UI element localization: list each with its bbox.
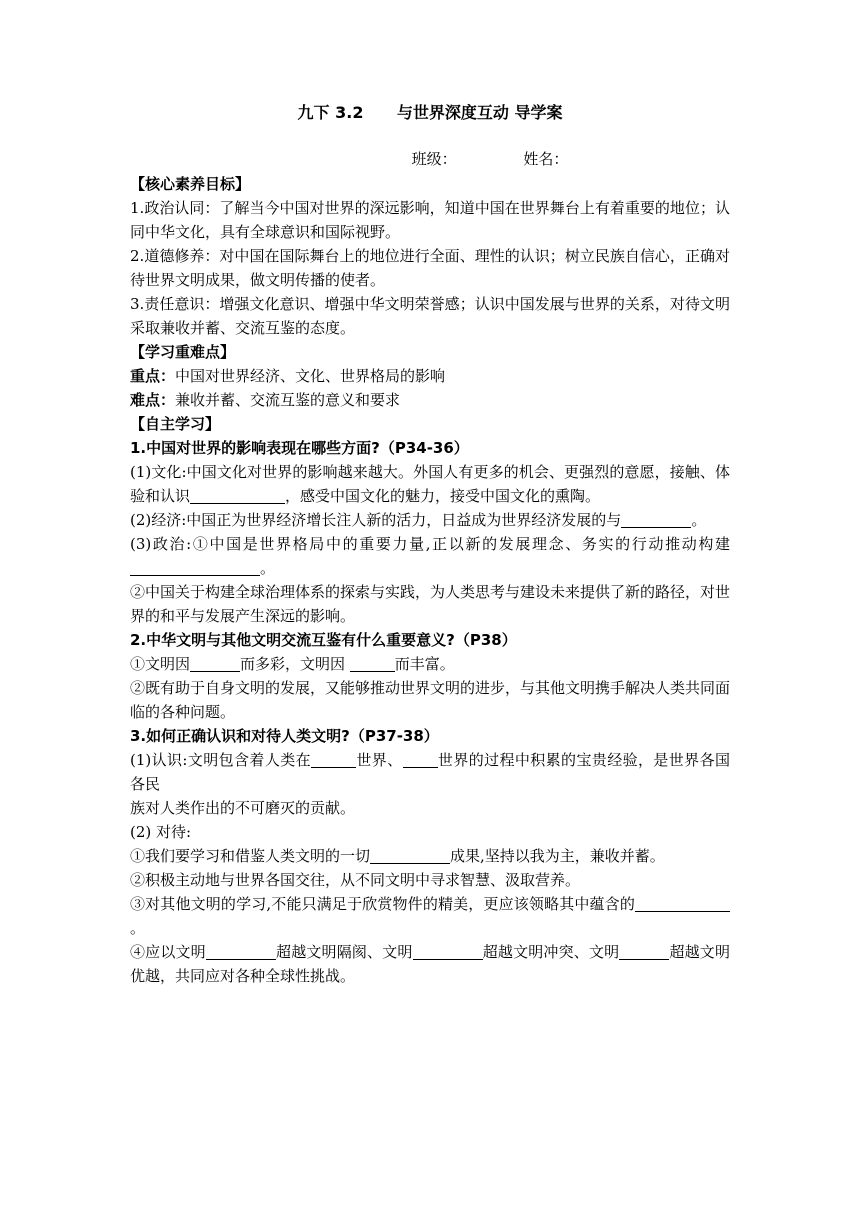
goal-item-1: 1.政治认同：了解当今中国对世界的深远影响，知道中国在世界舞台上有着重要的地位；认同中华文化，具有全球意识和国际视野。 bbox=[130, 199, 730, 241]
fill-blank[interactable] bbox=[370, 847, 450, 864]
difficult-point-label: 难点： bbox=[130, 391, 176, 409]
goal-item-2: 2.道德修养：对中国在国际舞台上的地位进行全面、理性的认识；树立民族自信心，正确对待世界文明成果，做文明传播的使者。 bbox=[130, 247, 730, 289]
q2-a1-text-a: ①文明因 bbox=[130, 655, 191, 673]
document-title: 九下 3.2 与世界深度互动 导学案 bbox=[297, 103, 563, 122]
question-2-title: 2.中华文明与其他文明交流互鉴有什么重要意义?（P38） bbox=[130, 631, 517, 649]
difficult-point-line bbox=[130, 388, 730, 412]
q3-know-text-b: 世界、 bbox=[355, 751, 403, 769]
question-3-title: 3.如何正确认识和对待人类文明?（P37-38） bbox=[130, 727, 439, 745]
q3-treat-label: (2) 对待: bbox=[130, 823, 192, 841]
q3-t4-text-c: 超越文明冲突、文明 bbox=[482, 943, 620, 961]
q3-know-text-c: 世界的过程中积累的宝贵经验，是世界各国各民 bbox=[130, 751, 730, 793]
q1-culture-text-b: ，感受中国文化的魅力，接受中国文化的熏陶。 bbox=[285, 487, 601, 505]
q1-economy-text-b: 。 bbox=[691, 511, 707, 529]
fill-blank[interactable] bbox=[311, 751, 356, 768]
q1-culture-text-a: (1)文化:中国文化对世界的影响越来越大。外国人有更多的机会、更强烈的意愿，接触、体验和认识 bbox=[130, 463, 730, 505]
fill-blank[interactable] bbox=[130, 559, 260, 576]
fill-blank[interactable] bbox=[206, 943, 276, 960]
q3-t1-text-b: 成果,坚持以我为主，兼收并蓄。 bbox=[450, 847, 665, 865]
goal-item-3: 3.责任意识：增强文化意识、增强中华文明荣誉感；认识中国发展与世界的关系，对待文明采取兼收并蓄、交流互鉴的态度。 bbox=[130, 295, 730, 337]
goals-heading: 【核心素养目标】 bbox=[130, 175, 251, 193]
q3-treat-1 bbox=[130, 844, 730, 868]
fill-blank[interactable] bbox=[350, 655, 395, 672]
self-study-heading: 【自主学习】 bbox=[130, 415, 221, 433]
q3-t4-text-b: 超越文明隔阂、文明 bbox=[275, 943, 413, 961]
q3-t4-text-d: 超越文明优越，共同应对各种全球性挑战。 bbox=[130, 943, 730, 985]
q2-answer-2: ②既有助于自身文明的发展，又能够推动世界文明的进步，与其他文明携手解决人类共同面临的各种问题。 bbox=[130, 679, 731, 721]
q2-a1-text-b: 而多彩，文明因 bbox=[240, 655, 350, 673]
q1-politics-2: ②中国关于构建全球治理体系的探索与实践，为人类思考与建设未来提供了新的路径，对世界的和平与发展产生深远的影响。 bbox=[130, 583, 731, 625]
q3-know-text-a: (1)认识:文明包含着人类在 bbox=[130, 751, 311, 769]
document-page bbox=[130, 100, 730, 988]
fill-blank[interactable] bbox=[190, 655, 240, 672]
fill-blank[interactable] bbox=[403, 751, 438, 768]
q1-politics-text-b: 。 bbox=[260, 559, 276, 577]
q3-t3-text-a: ③对其他文明的学习,不能只满足于欣赏物件的精美，更应该领略其中蕴含的 bbox=[130, 895, 635, 913]
difficult-point-text: 兼收并蓄、交流互鉴的意义和要求 bbox=[175, 391, 401, 409]
q3-know-cont: 族对人类作出的不可磨灭的贡献。 bbox=[130, 799, 356, 817]
fill-blank[interactable] bbox=[413, 943, 483, 960]
key-points-heading: 【学习重难点】 bbox=[130, 343, 236, 361]
key-point-label: 重点： bbox=[130, 367, 176, 385]
key-point-line bbox=[130, 364, 730, 388]
q3-t1-text-a: ①我们要学习和借鉴人类文明的一切 bbox=[130, 847, 371, 865]
q3-t3-text-b: 。 bbox=[130, 919, 146, 937]
question-1-title: 1.中国对世界的影响表现在哪些方面?（P34-36） bbox=[130, 439, 469, 457]
fill-blank[interactable] bbox=[621, 511, 691, 528]
key-point-text: 中国对世界经济、文化、世界格局的影响 bbox=[175, 367, 446, 385]
q1-politics bbox=[130, 532, 730, 580]
q1-economy bbox=[130, 508, 730, 532]
fill-blank[interactable] bbox=[635, 895, 730, 912]
q3-treat-4 bbox=[130, 940, 730, 988]
q2-a1-text-c: 而丰富。 bbox=[394, 655, 455, 673]
fill-blank[interactable] bbox=[619, 943, 669, 960]
q1-politics-text-a: (3)政治:①中国是世界格局中的重要力量,正以新的发展理念、务实的行动推动构建 bbox=[130, 535, 730, 553]
q3-t4-text-a: ④应以文明 bbox=[130, 943, 206, 961]
fill-blank[interactable] bbox=[190, 487, 285, 504]
q1-economy-text-a: (2)经济:中国正为世界经济增长注人新的活力，日益成为世界经济发展的与 bbox=[130, 511, 622, 529]
class-name-line: 班级： 姓名： bbox=[411, 150, 569, 168]
q1-culture bbox=[130, 460, 730, 508]
q2-answer-1 bbox=[130, 652, 730, 676]
q3-treat-2: ②积极主动地与世界各国交往，从不同文明中寻求智慧、汲取营养。 bbox=[130, 871, 581, 889]
q3-know bbox=[130, 748, 730, 796]
q3-treat-3 bbox=[130, 892, 730, 940]
